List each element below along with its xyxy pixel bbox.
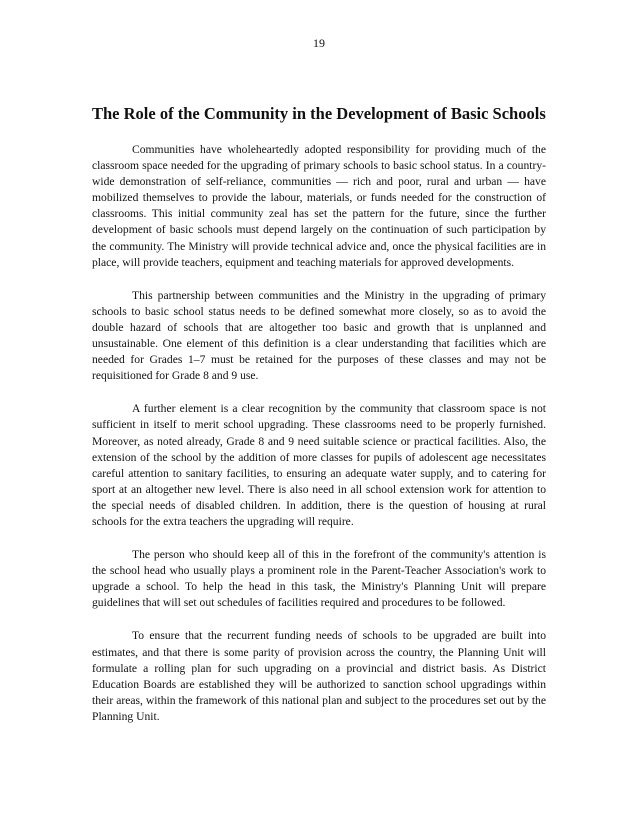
paragraph-community-responsibility: Communities have wholeheartedly adopted responsibility for providing much of the classroom space needed for the upgrading of primary schools to basic school status. In a country-wide demonstration of self-reliance, communities — rich and poor, rural and urban — have mobilized themselves to provide the labour, materials, or funds needed for the construction of classrooms. This initial community zeal has set the pattern for the future, since the further development of basic schools must depend largely on the continuation of such participation by the community. The Ministry will provide technical advice and, once the physical facilities are in place, will provide teachers, equipment and teaching materials for approved developments. xyxy=(92,143,546,269)
paragraph-facilities-recognition: A further element is a clear recognition by the community that classroom space is not sufficient in itself to merit school upgrading. These classrooms need to be properly furnished. Moreover, as noted already, Grade 8 and 9 need suitable science or practical facilities. Also, the extension of the school by the addition of more classes for pupils of adolescent age necessitates careful attention to sanitary facilities, to ensuring an adequate water supply, and to catering for sport at an altogether new level. There is also need in all school extension work for attention to the special needs of disabled children. In addition, there is the question of housing at rural schools for the extra teachers the upgrading will require. xyxy=(92,402,546,528)
section-title: The Role of the Community in the Development of Basic Schools xyxy=(92,104,546,123)
page-number: 19 xyxy=(313,36,325,50)
paragraph-school-head: The person who should keep all of this in the forefront of the community's attention is the school head who usually plays a prominent role in the Parent-Teacher Association's work to upgrade a school. To help the head in this task, the Ministry's Planning Unit will prepare guidelines that will set out schedules of facilities required and procedures to be followed. xyxy=(92,548,546,610)
paragraph-rolling-plan: To ensure that the recurrent funding needs of schools to be upgraded are built into estimates, and that there is some parity of provision across the country, the Planning Unit will formulate a rolling plan for such upgrading on a provincial and district basis. As District Education Boards are established they will be authorized to sanction school upgradings within their areas, within the framework of this national plan and subject to the procedures set out by the Planning Unit. xyxy=(92,629,546,723)
page-content xyxy=(92,103,546,742)
paragraph-partnership: This partnership between communities and the Ministry in the upgrading of primary schools to basic school status needs to be defined somewhat more closely, so as to avoid the double hazard of schools that are altogether too basic and growth that is unplanned and unsustainable. One element of this definition is a clear understanding that facilities which are needed for Grades 1–7 must be retained for the purposes of these classes and may not be requisitioned for Grade 8 and 9 use. xyxy=(92,288,546,383)
